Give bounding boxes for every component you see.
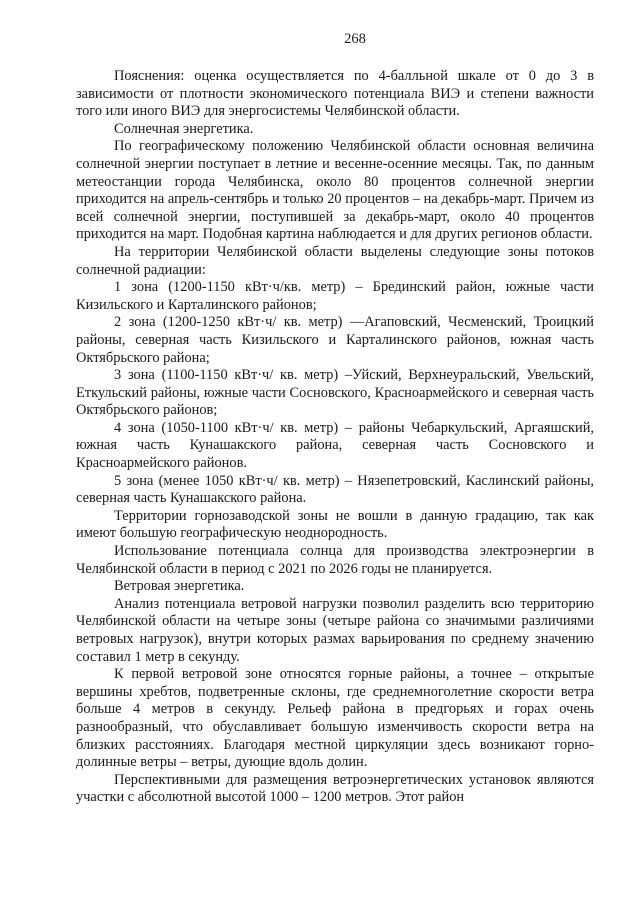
paragraph-zone-2: 2 зона (1200-1250 кВт·ч/ кв. метр) —Агаповский, Чесменский, Троицкий районы, северная часть Кизильского и Карталинского районов, южная часть Октябрьского района; [76,314,594,366]
paragraph-notes: Пояснения: оценка осуществляется по 4-балльной шкале от 0 до 3 в зависимости от плотности экономического потенциала ВИЭ и степени важности того или иного ВИЭ для энергосистемы Челябинской области. [76,68,594,120]
heading-solar-energy: Солнечная энергетика. [114,120,254,137]
document-body [76,68,594,807]
paragraph-solar-seasons: По географическому положению Челябинской области основная величина солнечной энергии поступает в летние и весенне-осенние месяцы. Так, по данным метеостанции города Челябинска, около 80 процентов солнечной энергии приходится на апрель-сентябрь и только 20 процентов – на декабрь-март. Причем из всей солнечной энергии, поступившей за декабрь-март, около 40 процентов приходится на март. Подобная картина наблюдается и для других регионов области. [76,138,594,243]
heading-wind-energy: Ветровая энергетика. [114,578,245,595]
paragraph-first-wind-zone: К первой ветровой зоне относятся горные районы, а точнее – открытые вершины хребтов, подветренные склоны, где среднемноголетние скорости ветра больше 4 метров в секунду. Рельеф района в предгорьях и горах очень разнообразный, что обуславливает большую изменчивость скорости ветра на близких расстояниях. Благодаря местной циркуляции здесь возникают горно-долинные ветры – ветры, дующие вдоль долин. [76,666,594,771]
paragraph-radiation-zones-intro: На территории Челябинской области выделены следующие зоны потоков солнечной радиации: [76,243,594,278]
paragraph-zone-3: 3 зона (1100-1150 кВт·ч/ кв. метр) –Уйский, Верхнеуральский, Увельский, Еткульский районы, южные части Сосновского, Красноармейского и северная часть Октябрьского районов; [76,367,594,419]
paragraph-zone-4: 4 зона (1050-1100 кВт·ч/ кв. метр) – районы Чебаркульский, Аргаяшский, южная часть Кунашакского района, северная часть Сосновского и Красноармейского районов. [76,419,594,472]
paragraph-solar-usage: Использование потенциала солнца для производства электроэнергии в Челябинской области в период с 2021 по 2026 годы не планируется. [76,543,594,577]
page-number: 268 [344,31,366,47]
paragraph-wind-analysis: Анализ потенциала ветровой нагрузки позволил разделить всю территорию Челябинской области на четыре зоны (четыре района со значимыми различиями ветровых нагрузок), внутри которых размах варьирования по среднему значению составил 1 метр в секунду. [76,595,594,665]
paragraph-mining-zone: Территории горнозаводской зоны не вошли в данную градацию, так как имеют большую географическую неоднородность. [76,507,594,542]
paragraph-zone-5: 5 зона (менее 1050 кВт·ч/ кв. метр) – Нязепетровский, Каслинский районы, северная часть Кунашакского района. [76,472,594,507]
paragraph-wind-prospects: Перспективными для размещения ветроэнергетических установок являются участки с абсолютной высотой 1000 – 1200 метров. Этот район [76,771,594,806]
paragraph-zone-1: 1 зона (1200-1150 кВт·ч/кв. метр) – Брединский район, южные части Кизильского и Карталинского районов; [76,279,594,313]
